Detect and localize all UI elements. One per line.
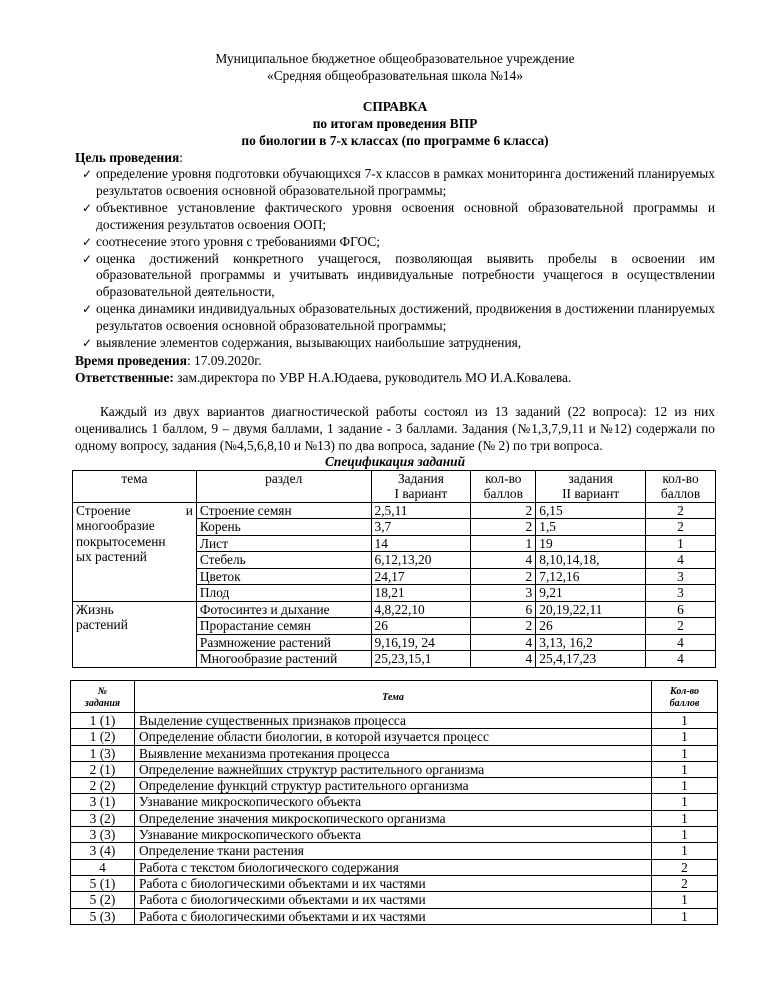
- task-number-cell: 5 (1): [71, 875, 135, 891]
- goal-heading: Цель проведения:: [75, 150, 183, 165]
- task-number-cell: 2 (2): [71, 778, 135, 794]
- topic-line: растений: [76, 617, 128, 633]
- org-line-1: Муниципальное бюджетное общеобразовательное учреждение: [215, 51, 575, 66]
- goal-item: [75, 200, 715, 234]
- goal-item-text: выявление элементов содержания, вызывающих наибольшие затруднения,: [96, 335, 522, 351]
- header-tasks-variant2: [536, 470, 646, 502]
- topic-cell: [73, 601, 197, 667]
- tasks-v2-cell: 19: [536, 535, 646, 552]
- tasks-v2-cell: 8,10,14,18,: [536, 552, 646, 569]
- task-topic-cell: Работа с биологическими объектами и их частями: [135, 875, 652, 891]
- header-task-number: [71, 680, 135, 712]
- tasks-v2-cell: 20,19,22,11: [536, 601, 646, 618]
- tasks-v2-cell: 1,5: [536, 519, 646, 536]
- document-subtitle-2: по биологии в 7-х классах (по программе 6 класса): [241, 133, 549, 148]
- tasks-header-row: [71, 680, 718, 712]
- responsible-line: [75, 369, 715, 386]
- task-number-cell: 3 (3): [71, 827, 135, 843]
- section-cell: Корень: [196, 519, 371, 536]
- checkmark-icon: ✓: [82, 167, 93, 181]
- header-text: баллов: [669, 697, 700, 709]
- points-v1-cell: 6: [471, 601, 536, 618]
- points-v2-cell: 1: [646, 535, 716, 552]
- section-cell: Строение семян: [196, 502, 371, 519]
- table-row: [71, 778, 718, 794]
- points-v2-cell: 3: [646, 585, 716, 602]
- tasks-v1-cell: 24,17: [371, 568, 471, 585]
- points-v2-cell: 2: [646, 618, 716, 635]
- task-number-cell: 4: [71, 859, 135, 875]
- goal-item: [75, 251, 715, 302]
- checkmark-icon: ✓: [82, 234, 93, 249]
- task-topic-cell: Работа с текстом биологического содержания: [135, 859, 652, 875]
- points-v2-cell: 2: [646, 519, 716, 536]
- section-cell: Плод: [196, 585, 371, 602]
- task-number-cell: 3 (1): [71, 794, 135, 810]
- tasks-v2-cell: 7,12,16: [536, 568, 646, 585]
- goal-label: Цель проведения: [75, 150, 180, 165]
- tasks-v2-cell: 26: [536, 618, 646, 635]
- task-number-cell: 5 (2): [71, 892, 135, 908]
- task-points-cell: 1: [652, 729, 718, 745]
- goal-list: [75, 166, 715, 352]
- points-v1-cell: 4: [471, 552, 536, 569]
- points-v2-cell: 4: [646, 634, 716, 651]
- goal-item: [75, 335, 715, 352]
- header-text: №: [97, 685, 108, 697]
- table-row: [71, 794, 718, 810]
- task-number-cell: 1 (3): [71, 745, 135, 761]
- document-subtitle-1: по итогам проведения ВПР: [312, 116, 478, 131]
- tasks-table-body: [71, 680, 718, 924]
- task-topic-cell: Узнавание микроскопического объекта: [135, 827, 652, 843]
- task-number-cell: 5 (3): [71, 908, 135, 924]
- task-topic-cell: Выделение существенных признаков процесса: [135, 712, 652, 728]
- task-topic-cell: Определение важнейших структур растительного организма: [135, 761, 652, 777]
- topic-line: Жизнь: [76, 601, 114, 617]
- time-line: [75, 352, 715, 369]
- header-task-topic: Тема: [135, 680, 652, 712]
- spec-header-row: [73, 470, 716, 502]
- header-text: I вариант: [394, 486, 448, 502]
- section-cell: Лист: [196, 535, 371, 552]
- goal-item-text: оценка динамики индивидуальных образовательных достижений, продвижения в достижении планируемых результатов освоения основной образовательной программы;: [96, 301, 715, 334]
- header-text: кол-во: [485, 470, 522, 486]
- points-v2-cell: 4: [646, 552, 716, 569]
- header-text: задания: [84, 697, 121, 709]
- task-topic-cell: Работа с биологическими объектами и их частями: [135, 908, 652, 924]
- topic-line: многообразие: [76, 518, 155, 534]
- table-row: [71, 875, 718, 891]
- task-topic-cell: Определение значения микроскопического организма: [135, 810, 652, 826]
- task-points-cell: 1: [652, 745, 718, 761]
- table-row: [71, 859, 718, 875]
- table-row: [71, 908, 718, 924]
- section-cell: Фотосинтез и дыхание: [196, 601, 371, 618]
- header-text: Задания: [397, 470, 444, 486]
- header-points-variant2: [646, 470, 716, 502]
- task-points-cell: 1: [652, 810, 718, 826]
- table-row: [71, 892, 718, 908]
- responsible-value: зам.директора по УВР Н.А.Юдаева, руководитель МО И.А.Ковалева.: [173, 369, 572, 385]
- task-topic-cell: Выявление механизма протекания процесса: [135, 745, 652, 761]
- goal-item-text: определение уровня подготовки обучающихся 7-х классов в рамках мониторинга достижений планируемых результатов освоения основной образовательной программы;: [96, 166, 715, 198]
- header-text: кол-во: [662, 470, 699, 486]
- tasks-v1-cell: 25,23,15,1: [371, 651, 471, 668]
- tasks-v1-cell: 26: [371, 618, 471, 635]
- task-points-cell: 1: [652, 761, 718, 777]
- table-row: [71, 843, 718, 859]
- table-row: [71, 712, 718, 728]
- organization-header: [75, 50, 715, 84]
- section-cell: Стебель: [196, 552, 371, 569]
- header-section: раздел: [196, 470, 371, 502]
- goal-item: [75, 301, 715, 335]
- table-row: [71, 827, 718, 843]
- task-points-cell: 1: [652, 712, 718, 728]
- goal-item: [75, 234, 715, 251]
- task-topic-cell: Определение ткани растения: [135, 843, 652, 859]
- task-points-cell: 1: [652, 827, 718, 843]
- task-points-cell: 1: [652, 843, 718, 859]
- tasks-table: [70, 680, 718, 925]
- topic-line: [76, 503, 193, 519]
- points-v1-cell: 2: [471, 618, 536, 635]
- header-topic: тема: [73, 470, 197, 502]
- section-cell: Размножение растений: [196, 634, 371, 651]
- goal-item: [75, 166, 715, 200]
- tasks-v2-cell: 6,15: [536, 502, 646, 519]
- header-text: Кол-во: [670, 685, 699, 697]
- table-row: [71, 745, 718, 761]
- task-points-cell: 1: [652, 778, 718, 794]
- points-v1-cell: 2: [471, 568, 536, 585]
- points-v2-cell: 4: [646, 651, 716, 668]
- specification-table: [72, 470, 716, 668]
- tasks-v2-cell: 3,13, 16,2: [536, 634, 646, 651]
- header-text: задания: [568, 470, 613, 486]
- table-row: [71, 729, 718, 745]
- points-v1-cell: 4: [471, 651, 536, 668]
- task-number-cell: 3 (4): [71, 843, 135, 859]
- table-row: [73, 601, 716, 618]
- points-v1-cell: 4: [471, 634, 536, 651]
- task-points-cell: 1: [652, 794, 718, 810]
- topic-line: покрытосеменн: [76, 533, 166, 549]
- time-label: Время проведения: [75, 352, 187, 368]
- task-points-cell: 2: [652, 859, 718, 875]
- document-title-block: [75, 98, 715, 149]
- task-topic-cell: Определение области биологии, в которой изучается процесс: [135, 729, 652, 745]
- tasks-v1-cell: 2,5,11: [371, 502, 471, 519]
- task-topic-cell: Работа с биологическими объектами и их частями: [135, 892, 652, 908]
- header-text: баллов: [660, 486, 701, 502]
- description-paragraph: Каждый из двух вариантов диагностической работы состоял из 13 заданий (22 вопроса): 12 из них оценивались 1 баллом, 9 – двумя баллами, 1 задание - 3 баллами. Задания (№1,3,7,9,11 и №12) содержали по одному вопросу, задания (№4,5,6,8,10 и №13) по два вопроса, задание (№ 2) по три вопроса.: [75, 403, 715, 453]
- document-page: [75, 50, 715, 925]
- tasks-v1-cell: 14: [371, 535, 471, 552]
- header-text: II вариант: [562, 486, 620, 502]
- tasks-v1-cell: 9,16,19, 24: [371, 634, 471, 651]
- section-cell: Прорастание семян: [196, 618, 371, 635]
- tasks-v2-cell: 9,21: [536, 585, 646, 602]
- goal-item-text: объективное установление фактического уровня освоения основной образовательной программы и достижения результатов освоения ООП;: [96, 199, 715, 232]
- header-task-points: [652, 680, 718, 712]
- task-topic-cell: Узнавание микроскопического объекта: [135, 794, 652, 810]
- tasks-v1-cell: 18,21: [371, 585, 471, 602]
- task-points-cell: 1: [652, 908, 718, 924]
- points-v2-cell: 6: [646, 601, 716, 618]
- task-number-cell: 1 (1): [71, 712, 135, 728]
- goal-item-text: оценка достижений конкретного учащегося, позволяющая выявить пробелы в освоении им образовательной программы и учитывать индивидуальные потребности учащегося в осуществлении образовательной деятельности,: [96, 250, 715, 300]
- table-row: [71, 761, 718, 777]
- points-v1-cell: 2: [471, 519, 536, 536]
- task-points-cell: 1: [652, 892, 718, 908]
- tasks-v1-cell: 3,7: [371, 519, 471, 536]
- points-v2-cell: 2: [646, 502, 716, 519]
- points-v1-cell: 1: [471, 535, 536, 552]
- checkmark-icon: ✓: [82, 251, 93, 266]
- spec-table-title: Спецификация заданий: [324, 453, 466, 469]
- header-points-variant1: [471, 470, 536, 502]
- points-v1-cell: 2: [471, 502, 536, 519]
- tasks-v2-cell: 25,4,17,23: [536, 651, 646, 668]
- tasks-v1-cell: 6,12,13,20: [371, 552, 471, 569]
- time-value: : 17.09.2020г.: [186, 352, 262, 368]
- points-v1-cell: 3: [471, 585, 536, 602]
- header-tasks-variant1: [371, 470, 471, 502]
- checkmark-icon: ✓: [82, 336, 93, 351]
- document-title: СПРАВКА: [362, 99, 428, 114]
- org-line-2: «Средняя общеобразовательная школа №14»: [267, 68, 523, 83]
- checkmark-icon: ✓: [82, 200, 93, 215]
- task-points-cell: 2: [652, 875, 718, 891]
- topic-line: ых растений: [76, 549, 147, 565]
- topic-text: и: [185, 502, 193, 518]
- tasks-v1-cell: 4,8,22,10: [371, 601, 471, 618]
- section-cell: Многообразие растений: [196, 651, 371, 668]
- checkmark-icon: ✓: [82, 302, 93, 317]
- task-number-cell: 1 (2): [71, 729, 135, 745]
- topic-cell: [73, 502, 197, 601]
- task-number-cell: 3 (2): [71, 810, 135, 826]
- section-cell: Цветок: [196, 568, 371, 585]
- task-number-cell: 2 (1): [71, 761, 135, 777]
- table-row: [71, 810, 718, 826]
- responsible-label: Ответственные:: [75, 369, 174, 385]
- points-v2-cell: 3: [646, 568, 716, 585]
- header-text: баллов: [483, 486, 523, 502]
- table-row: [73, 502, 716, 519]
- topic-text: Строение: [76, 502, 131, 518]
- task-topic-cell: Определение функций структур растительного организма: [135, 778, 652, 794]
- goal-item-text: соотнесение этого уровня с требованиями ФГОС;: [96, 233, 381, 249]
